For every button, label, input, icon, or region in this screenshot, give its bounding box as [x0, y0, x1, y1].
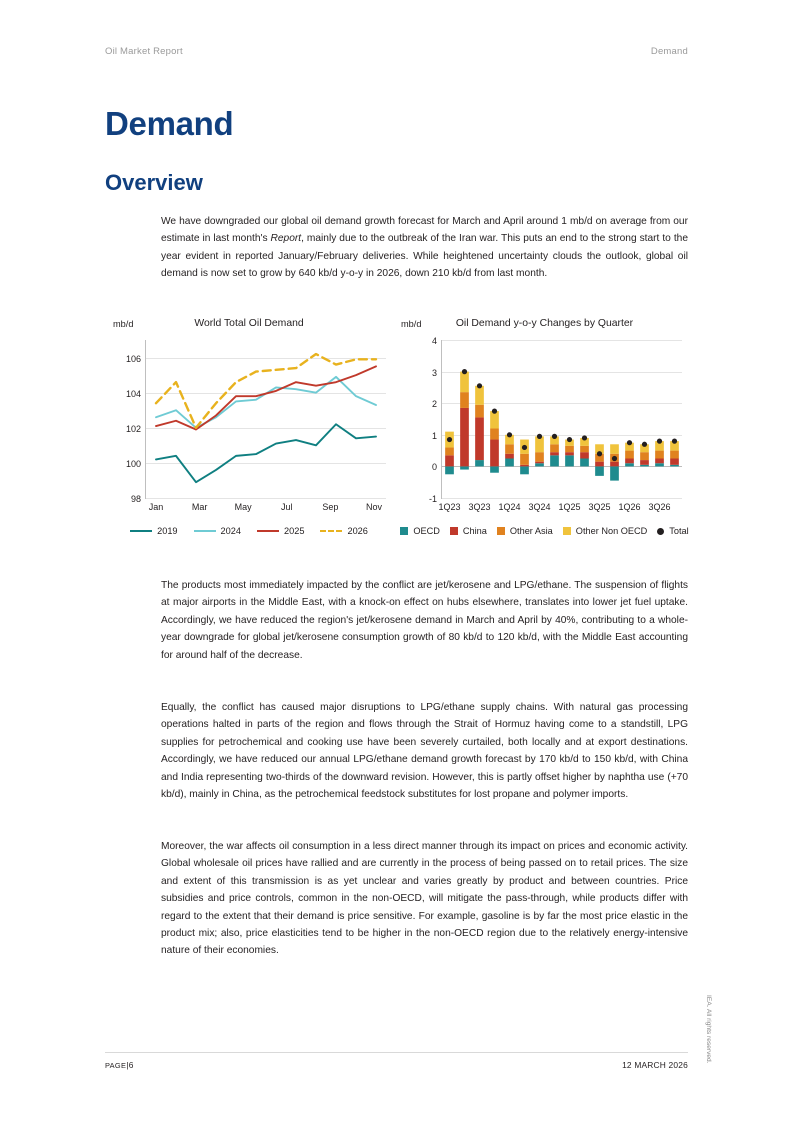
page-title: Demand [105, 105, 234, 142]
legend-swatch-2025 [257, 530, 279, 532]
gridline-98 [130, 494, 386, 504]
page-footer [105, 1060, 688, 1070]
legend-label-oecd: OECD [413, 526, 440, 536]
chart-right-plot-area [428, 336, 682, 512]
running-head [105, 46, 688, 57]
legend-swatch-2026 [320, 530, 342, 532]
paragraph-1-text-b: , mainly due to the outbreak of the Iran war. This puts an end to the strong start to the year evident in reported January/February deliveries. While heightened uncertainty clouds the outlook, global oil demand is now set to grow by 640 kb/d y-o-y in 2026, down 210 kb/d from last month. [161, 233, 688, 280]
ytick-106: 106 [125, 353, 141, 364]
xtick-3q26: 3Q26 [648, 502, 671, 512]
legend-swatch-china [450, 527, 458, 535]
legend-label-total: Total [669, 526, 689, 536]
xtick-jan: Jan [148, 502, 164, 512]
chart-right-legend [401, 526, 688, 536]
legend-label-2019: 2019 [157, 526, 178, 536]
legend-label-other-non-oecd: Other Non OECD [575, 526, 648, 536]
xtick-3q23: 3Q23 [468, 502, 491, 512]
xtick-1q24: 1Q24 [498, 502, 521, 512]
legend-label-other-asia: Other Asia [509, 526, 553, 536]
ytick-100: 100 [125, 458, 141, 469]
paragraph-4: Moreover, the war affects oil consumption in a less direct manner through its impact on prices and economic activity. Global wholesale oil prices have rallied and are currently in the process of being passed on to retail prices. The size and extent of this transmission is as yet unclear and varies greatly by product and between countries. Price subsidies and price controls, common in the non-OECD, will mitigate the pass-through, while products differ with regard to the extent that their demand is price sensitive. For example, gasoline is by far the most price elastic in the product mix; also, price elasticities tend to be higher in the non-OECD region due to the relatively energy-intensive nature of their economies. [161, 841, 688, 957]
running-head-left: Oil Market Report [105, 46, 183, 57]
footer-page-label: PAGE [105, 1061, 127, 1070]
chart-oil-demand-yoy-changes [401, 318, 688, 543]
chart-world-total-oil-demand [105, 318, 393, 543]
legend-swatch-oecd [400, 527, 408, 535]
legend-item-2025 [257, 526, 304, 536]
xtick-jul: Jul [281, 502, 293, 512]
legend-item-other-asia [497, 526, 553, 536]
legend-label-china: China [462, 526, 487, 536]
section-heading-overview: Overview [105, 170, 203, 195]
legend-item-total [657, 526, 688, 536]
footer-date: 12 MARCH 2026 [622, 1060, 688, 1070]
chart-right-bars [442, 340, 682, 498]
chart-left-legend [105, 526, 393, 536]
ytick-98: 98 [130, 494, 141, 504]
footer-page-sep: | [126, 1060, 129, 1070]
legend-label-2024: 2024 [220, 526, 241, 536]
ytick-102: 102 [125, 423, 141, 434]
ytick-1: 1 [431, 430, 437, 441]
legend-label-2025: 2025 [284, 526, 305, 536]
ytick-2: 2 [431, 399, 437, 410]
chart-left-series-lines [146, 340, 386, 498]
legend-swatch-other-non-oecd [563, 527, 571, 535]
xtick-1q25: 1Q25 [558, 502, 581, 512]
xtick-nov: Nov [365, 502, 383, 512]
paragraph-1 [161, 213, 688, 283]
legend-item-2019 [130, 526, 177, 536]
paragraph-1-report-italic: Report [270, 233, 302, 245]
legend-item-oecd [400, 526, 440, 536]
chart-left-unit-label: mb/d [113, 319, 134, 329]
xtick-1q26: 1Q26 [618, 502, 641, 512]
legend-item-china [450, 526, 487, 536]
xtick-3q24: 3Q24 [528, 502, 551, 512]
charts-container [105, 318, 688, 563]
xtick-1q23: 1Q23 [438, 502, 461, 512]
legend-label-2026: 2026 [347, 526, 368, 536]
chart-left-plot-area [125, 340, 386, 512]
footer-page-indicator [105, 1060, 134, 1070]
paragraph-2: The products most immediately impacted by the conflict are jet/kerosene and LPG/ethane. The suspension of flights at major airports in the Middle East, with a knock-on effect on hubs elsewhere, translates into lower jet fuel uptake. Accordingly, we have reduced the region's jet/kerosene demand in March and April by 40%, contributing to a whole-year downgrade for global jet/kerosene consumption growth of 80 kb/d to 120 kb/d, with the Middle East accounting for around half of the decrease. [161, 580, 688, 661]
running-head-right: Demand [650, 46, 688, 57]
ytick-0: 0 [431, 462, 437, 473]
gridline-minus1 [428, 494, 682, 504]
chart-right-title: Oil Demand y-o-y Changes by Quarter [455, 318, 634, 329]
xtick-3q25: 3Q25 [588, 502, 611, 512]
footer-divider [105, 1052, 688, 1053]
legend-swatch-other-asia [497, 527, 505, 535]
chart-right-unit-label: mb/d [401, 319, 422, 329]
xtick-mar: Mar [191, 502, 208, 512]
ytick-4: 4 [431, 336, 437, 346]
ytick-minus1: -1 [428, 494, 437, 504]
ytick-104: 104 [125, 388, 141, 399]
ytick-3: 3 [431, 367, 437, 378]
legend-item-2026 [320, 526, 367, 536]
legend-swatch-total [657, 528, 664, 535]
paragraph-3: Equally, the conflict has caused major disruptions to LPG/ethane supply chains. With natural gas processing operations halted in parts of the region and flows through the Strait of Hormuz having come to a standstill, LPG supplies for petrochemical and cooking use have been severely curtailed, both locally and at export destinations. Accordingly, we have reduced our annual LPG/ethane demand growth forecast by 170 kb/d to 150 kb/d, with China and India representing two-thirds of the downward revision. However, this is partly offset higher by naphtha use (+70 kb/d), mainly in China, as the petrochemical feedstock substitutes for lost propane and polymer imports. [161, 702, 688, 801]
xtick-sep: Sep [322, 502, 339, 512]
legend-swatch-2019 [130, 530, 152, 532]
paragraph-1-text-a: We have downgraded our global oil demand growth forecast for March and April around 1 mb/d on average from our estimate in last month's [161, 216, 688, 245]
legend-item-2024 [194, 526, 241, 536]
legend-item-other-non-oecd [563, 526, 647, 536]
side-copyright: IEA. All rights reserved. [705, 995, 712, 1064]
footer-page-number: 6 [128, 1060, 134, 1070]
xtick-may: May [234, 502, 252, 512]
chart-left-title: World Total Oil Demand [194, 318, 304, 329]
legend-swatch-2024 [194, 530, 216, 532]
